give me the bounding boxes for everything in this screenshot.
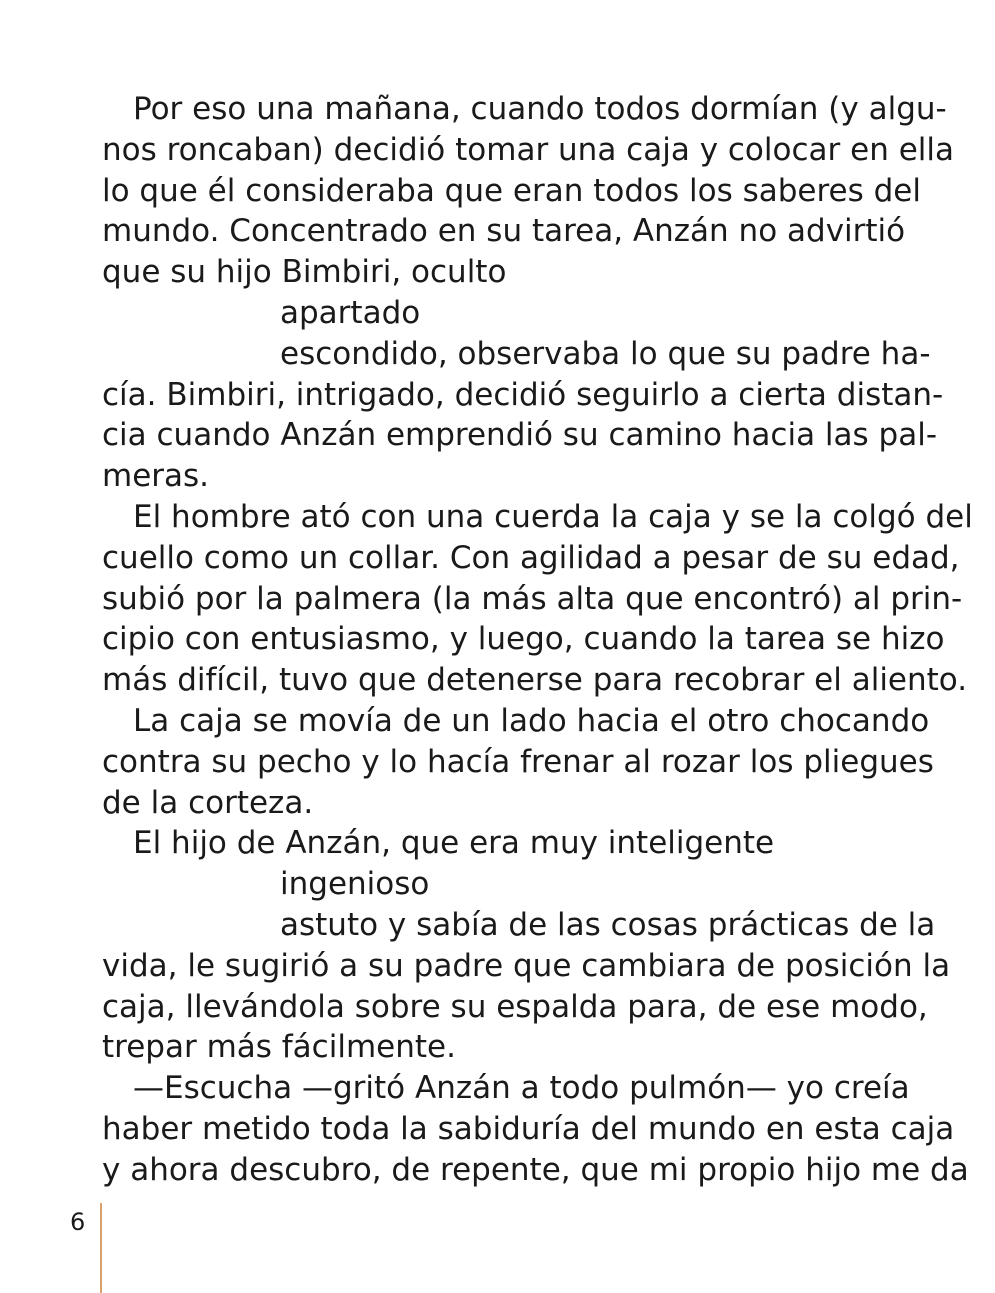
text-line: El hijo de Anzán, que era muy inteligente	[133, 825, 775, 862]
text-line: contra su pecho y lo hacía frenar al rozar los pliegues	[102, 743, 934, 780]
text-line: cuello como un collar. Con agilidad a pesar de su edad,	[102, 539, 960, 576]
text-line: más difícil, tuvo que detenerse para recobrar el aliento.	[102, 662, 968, 699]
text-line: subió por la palmera (la más alta que encontró) al prin-	[102, 580, 963, 617]
text-line: nos roncaban) decidió tomar una caja y colocar en ella	[102, 131, 954, 168]
text-line: cipio con entusiasmo, y luego, cuando la tarea se hizo	[102, 621, 945, 658]
text-line: meras.	[102, 458, 210, 495]
text-line: trepar más fácilmente.	[102, 1029, 456, 1066]
text-line: vida, le sugirió a su padre que cambiara de posición la	[102, 947, 951, 984]
text-line: escondido, observaba lo que su padre ha-	[280, 335, 931, 372]
text-line: lo que él consideraba que eran todos los saberes del	[102, 172, 921, 209]
text-line: haber metido toda la sabiduría del mundo en esta caja	[102, 1110, 955, 1147]
body-text	[102, 89, 973, 1191]
text-line: La caja se movía de un lado hacia el otro chocando	[133, 702, 930, 739]
page-number: 6	[70, 1208, 86, 1236]
text-line: y ahora descubro, de repente, que mi propio hijo me da	[102, 1151, 969, 1188]
text-line: cía. Bimbiri, intrigado, decidió seguirlo a cierta distan-	[102, 376, 944, 413]
text-line: El hombre ató con una cuerda la caja y se la colgó del	[133, 498, 973, 535]
text-line: ingenioso	[280, 866, 430, 903]
text-line: Por eso una mañana, cuando todos dormían (y algu-	[133, 91, 947, 127]
text-line: que su hijo Bimbiri, oculto	[102, 254, 507, 291]
text-line: apartado	[280, 294, 421, 331]
text-line: mundo. Concentrado en su tarea, Anzán no advirtió	[102, 213, 906, 250]
text-line: caja, llevándola sobre su espalda para, de ese modo,	[102, 988, 928, 1025]
page-margin-rule	[100, 1203, 102, 1293]
text-line: cia cuando Anzán emprendió su camino hacia las pal-	[102, 417, 938, 454]
text-line: —Escucha —gritó Anzán a todo pulmón— yo creía	[133, 1070, 910, 1107]
text-line: de la corteza.	[102, 784, 314, 821]
text-line: astuto y sabía de las cosas prácticas de la	[280, 906, 936, 943]
